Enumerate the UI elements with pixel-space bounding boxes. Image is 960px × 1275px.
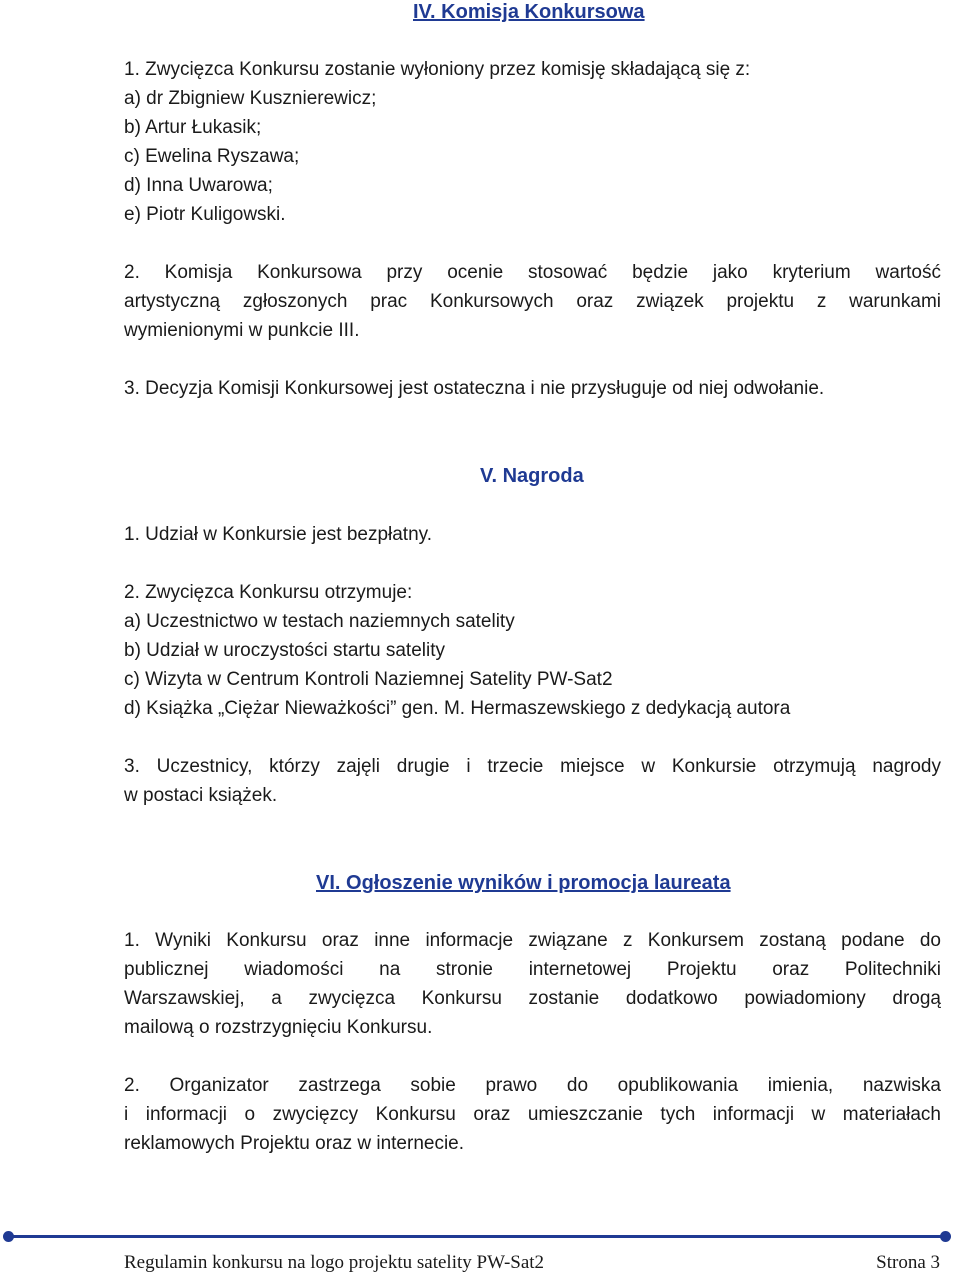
section-5-point-2: 2. Zwycięzca Konkursu otrzymuje: bbox=[124, 582, 413, 603]
footer-document-title: Regulamin konkursu na logo projektu satelity PW-Sat2 bbox=[124, 1252, 545, 1273]
section-6-point-1-line-2: publicznej wiadomości na stronie internetowej Projektu oraz Politechniki bbox=[124, 959, 941, 980]
section-5-title: V. Nagroda bbox=[480, 465, 584, 487]
section-4-title: IV. Komisja Konkursowa bbox=[413, 1, 645, 23]
footer-page-number: Strona 3 bbox=[876, 1252, 940, 1273]
section-6-point-1-line-3: Warszawskiej, a zwycięzca Konkursu zostanie dodatkowo powiadomiony drogą bbox=[124, 988, 941, 1009]
footer-rule-right-dot bbox=[940, 1231, 951, 1242]
section-6-title: VI. Ogłoszenie wyników i promocja laureata bbox=[316, 872, 731, 894]
prize-d: d) Książka „Ciężar Nieważkości” gen. M. Hermaszewskiego z dedykacją autora bbox=[124, 698, 791, 719]
section-4-point-2-line-3: wymienionymi w punkcie III. bbox=[124, 320, 360, 341]
section-6-point-2-line-1: 2. Organizator zastrzega sobie prawo do opublikowania imienia, nazwiska bbox=[124, 1075, 941, 1096]
section-6-point-1-line-1: 1. Wyniki Konkursu oraz inne informacje związane z Konkursem zostaną podane do bbox=[124, 930, 941, 951]
section-4-point-1: 1. Zwycięzca Konkursu zostanie wyłoniony przez komisję składającą się z: bbox=[124, 59, 751, 80]
member-a: a) dr Zbigniew Kusznierewicz; bbox=[124, 88, 377, 109]
member-d: d) Inna Uwarowa; bbox=[124, 175, 273, 196]
section-4-point-2-line-1: 2. Komisja Konkursowa przy ocenie stosować będzie jako kryterium wartość bbox=[124, 262, 941, 283]
member-e: e) Piotr Kuligowski. bbox=[124, 204, 286, 225]
section-4-point-3: 3. Decyzja Komisji Konkursowej jest ostateczna i nie przysługuje od niej odwołanie. bbox=[124, 378, 825, 399]
section-5-point-3-line-1: 3. Uczestnicy, którzy zajęli drugie i trzecie miejsce w Konkursie otrzymują nagrody bbox=[124, 756, 941, 777]
member-b: b) Artur Łukasik; bbox=[124, 117, 262, 138]
section-6-point-2-line-2: i informacji o zwycięzcy Konkursu oraz umieszczanie tych informacji w materiałach bbox=[124, 1104, 941, 1125]
member-c: c) Ewelina Ryszawa; bbox=[124, 146, 300, 167]
prize-b: b) Udział w uroczystości startu satelity bbox=[124, 640, 445, 661]
section-6-point-1-line-4: mailową o rozstrzygnięciu Konkursu. bbox=[124, 1017, 433, 1038]
prize-a: a) Uczestnictwo w testach naziemnych satelity bbox=[124, 611, 515, 632]
section-5-point-1: 1. Udział w Konkursie jest bezpłatny. bbox=[124, 524, 433, 545]
footer-rule-left-dot bbox=[3, 1231, 14, 1242]
section-5-point-3-line-2: w postaci książek. bbox=[124, 785, 278, 806]
section-4-point-2-line-2: artystyczną zgłoszonych prac Konkursowych oraz związek projektu z warunkami bbox=[124, 291, 941, 312]
prize-c: c) Wizyta w Centrum Kontroli Naziemnej Satelity PW-Sat2 bbox=[124, 669, 613, 690]
footer-rule bbox=[8, 1235, 944, 1238]
section-6-point-2-line-3: reklamowych Projektu oraz w internecie. bbox=[124, 1133, 465, 1154]
